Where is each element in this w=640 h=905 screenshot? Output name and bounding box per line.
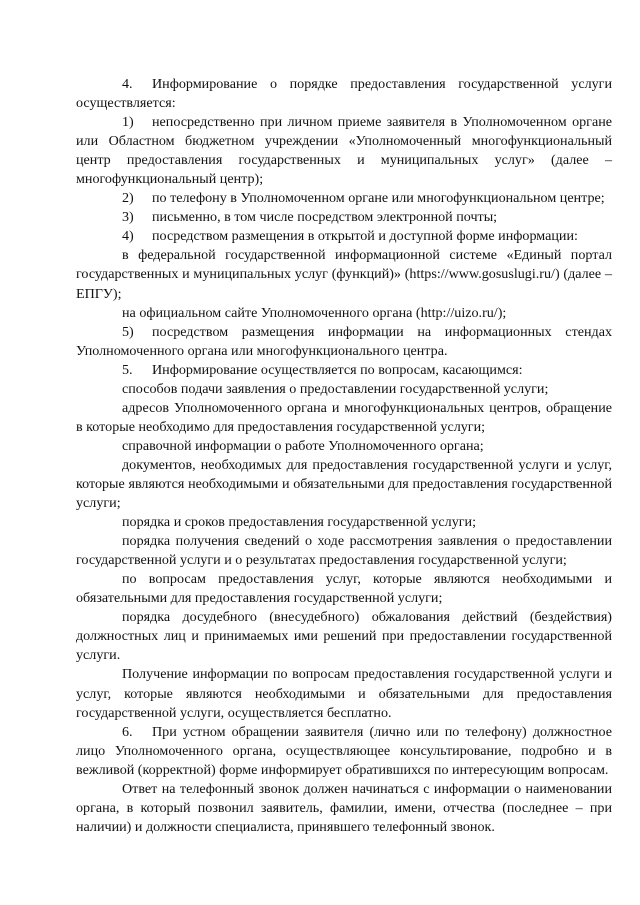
document-body <box>76 75 612 837</box>
paragraph <box>76 437 612 456</box>
paragraph-text: на официальном сайте Уполномоченного органа (http://uizo.ru/); <box>122 304 507 321</box>
paragraph <box>76 665 612 722</box>
paragraph-number: 2) <box>122 190 134 207</box>
paragraph <box>76 361 612 380</box>
paragraph-text: непосредственно при личном приеме заявителя в Уполномоченном органе или Областном бюджетном учреждении «Уполномоченный многофункциональный центр предоставления государственных и муниципальных услуг» (далее – многофункциональный центр); <box>76 114 612 188</box>
paragraph <box>76 323 612 361</box>
paragraph-text: При устном обращении заявителя (лично или по телефону) должностное лицо Уполномоченного органа, осуществляющее консультирование, подробно и в вежливой (корректной) форме информирует обратившихся по интересующим вопросам. <box>76 723 612 778</box>
paragraph-text: по телефону в Уполномоченном органе или многофункциональном центре; <box>152 190 605 207</box>
paragraph-text: способов подачи заявления о предоставлении государственной услуги; <box>122 380 549 397</box>
paragraph <box>76 780 612 837</box>
paragraph <box>76 456 612 513</box>
paragraph-text: письменно, в том числе посредством электронной почты; <box>152 209 498 226</box>
paragraph-text: порядка досудебного (внесудебного) обжалования действий (бездействия) должностных лиц и принимаемых ими решений при предоставлении государственной услуги. <box>76 609 612 664</box>
paragraph <box>76 532 612 570</box>
paragraph <box>76 246 612 303</box>
paragraph-number: 4) <box>122 228 134 245</box>
paragraph-text: справочной информации о работе Уполномоченного органа; <box>122 437 484 454</box>
paragraph-text: порядка получения сведений о ходе рассмотрения заявления о предоставлении государственной услуги и о результатах предоставления государственной услуги; <box>76 533 612 569</box>
paragraph-text: Информирование о порядке предоставления государственной услуги осуществляется: <box>76 76 612 112</box>
paragraph-text: Получение информации по вопросам предоставления государственной услуги и услуг, которые являются необходимыми и обязательными для предоставления государственной услуги, осуществляется бесплатно. <box>76 666 612 721</box>
paragraph-text: документов, необходимых для предоставления государственной услуги и услуг, которые являются необходимыми и обязательными для предоставления государственной услуги; <box>76 456 612 512</box>
paragraph-text: порядка и сроков предоставления государственной услуги; <box>122 514 476 531</box>
paragraph-number: 5) <box>122 323 134 340</box>
paragraph-number: 6. <box>122 723 133 740</box>
paragraph-text: в федеральной государственной информационной системе «Единый портал государственных и муниципальных услуг (функций)» (https://www.gosuslugi.ru/) (далее – ЕПГУ); <box>76 247 612 302</box>
paragraph-text: по вопросам предоставления услуг, которые являются необходимыми и обязательными для предоставления государственной услуги; <box>76 571 612 607</box>
paragraph-text: посредством размещения информации на информационных стендах Уполномоченного органа или многофункционального центра. <box>76 323 612 359</box>
paragraph-number: 3) <box>122 209 134 226</box>
paragraph-text: адресов Уполномоченного органа и многофункциональных центров, обращение в которые необходимо для предоставления государственной услуги; <box>76 399 612 435</box>
paragraph <box>76 723 612 780</box>
paragraph-text: Информирование осуществляется по вопросам, касающимся: <box>152 361 523 378</box>
paragraph <box>76 113 612 189</box>
paragraph <box>76 570 612 608</box>
paragraph <box>76 189 612 208</box>
paragraph <box>76 208 612 227</box>
paragraph <box>76 75 612 113</box>
paragraph-number: 5. <box>122 361 133 378</box>
paragraph <box>76 304 612 323</box>
paragraph <box>76 380 612 399</box>
paragraph <box>76 227 612 246</box>
paragraph-number: 4. <box>122 76 133 92</box>
paragraph <box>76 608 612 665</box>
paragraph <box>76 399 612 437</box>
paragraph-text: Ответ на телефонный звонок должен начинаться с информации о наименовании органа, в который позвонил заявитель, фамилии, имени, отчества (последнее – при наличии) и должности специалиста, принявшего телефонный звонок. <box>76 780 612 835</box>
paragraph-text: посредством размещения в открытой и доступной форме информации: <box>152 228 578 245</box>
paragraph <box>76 513 612 532</box>
paragraph-number: 1) <box>122 114 134 131</box>
